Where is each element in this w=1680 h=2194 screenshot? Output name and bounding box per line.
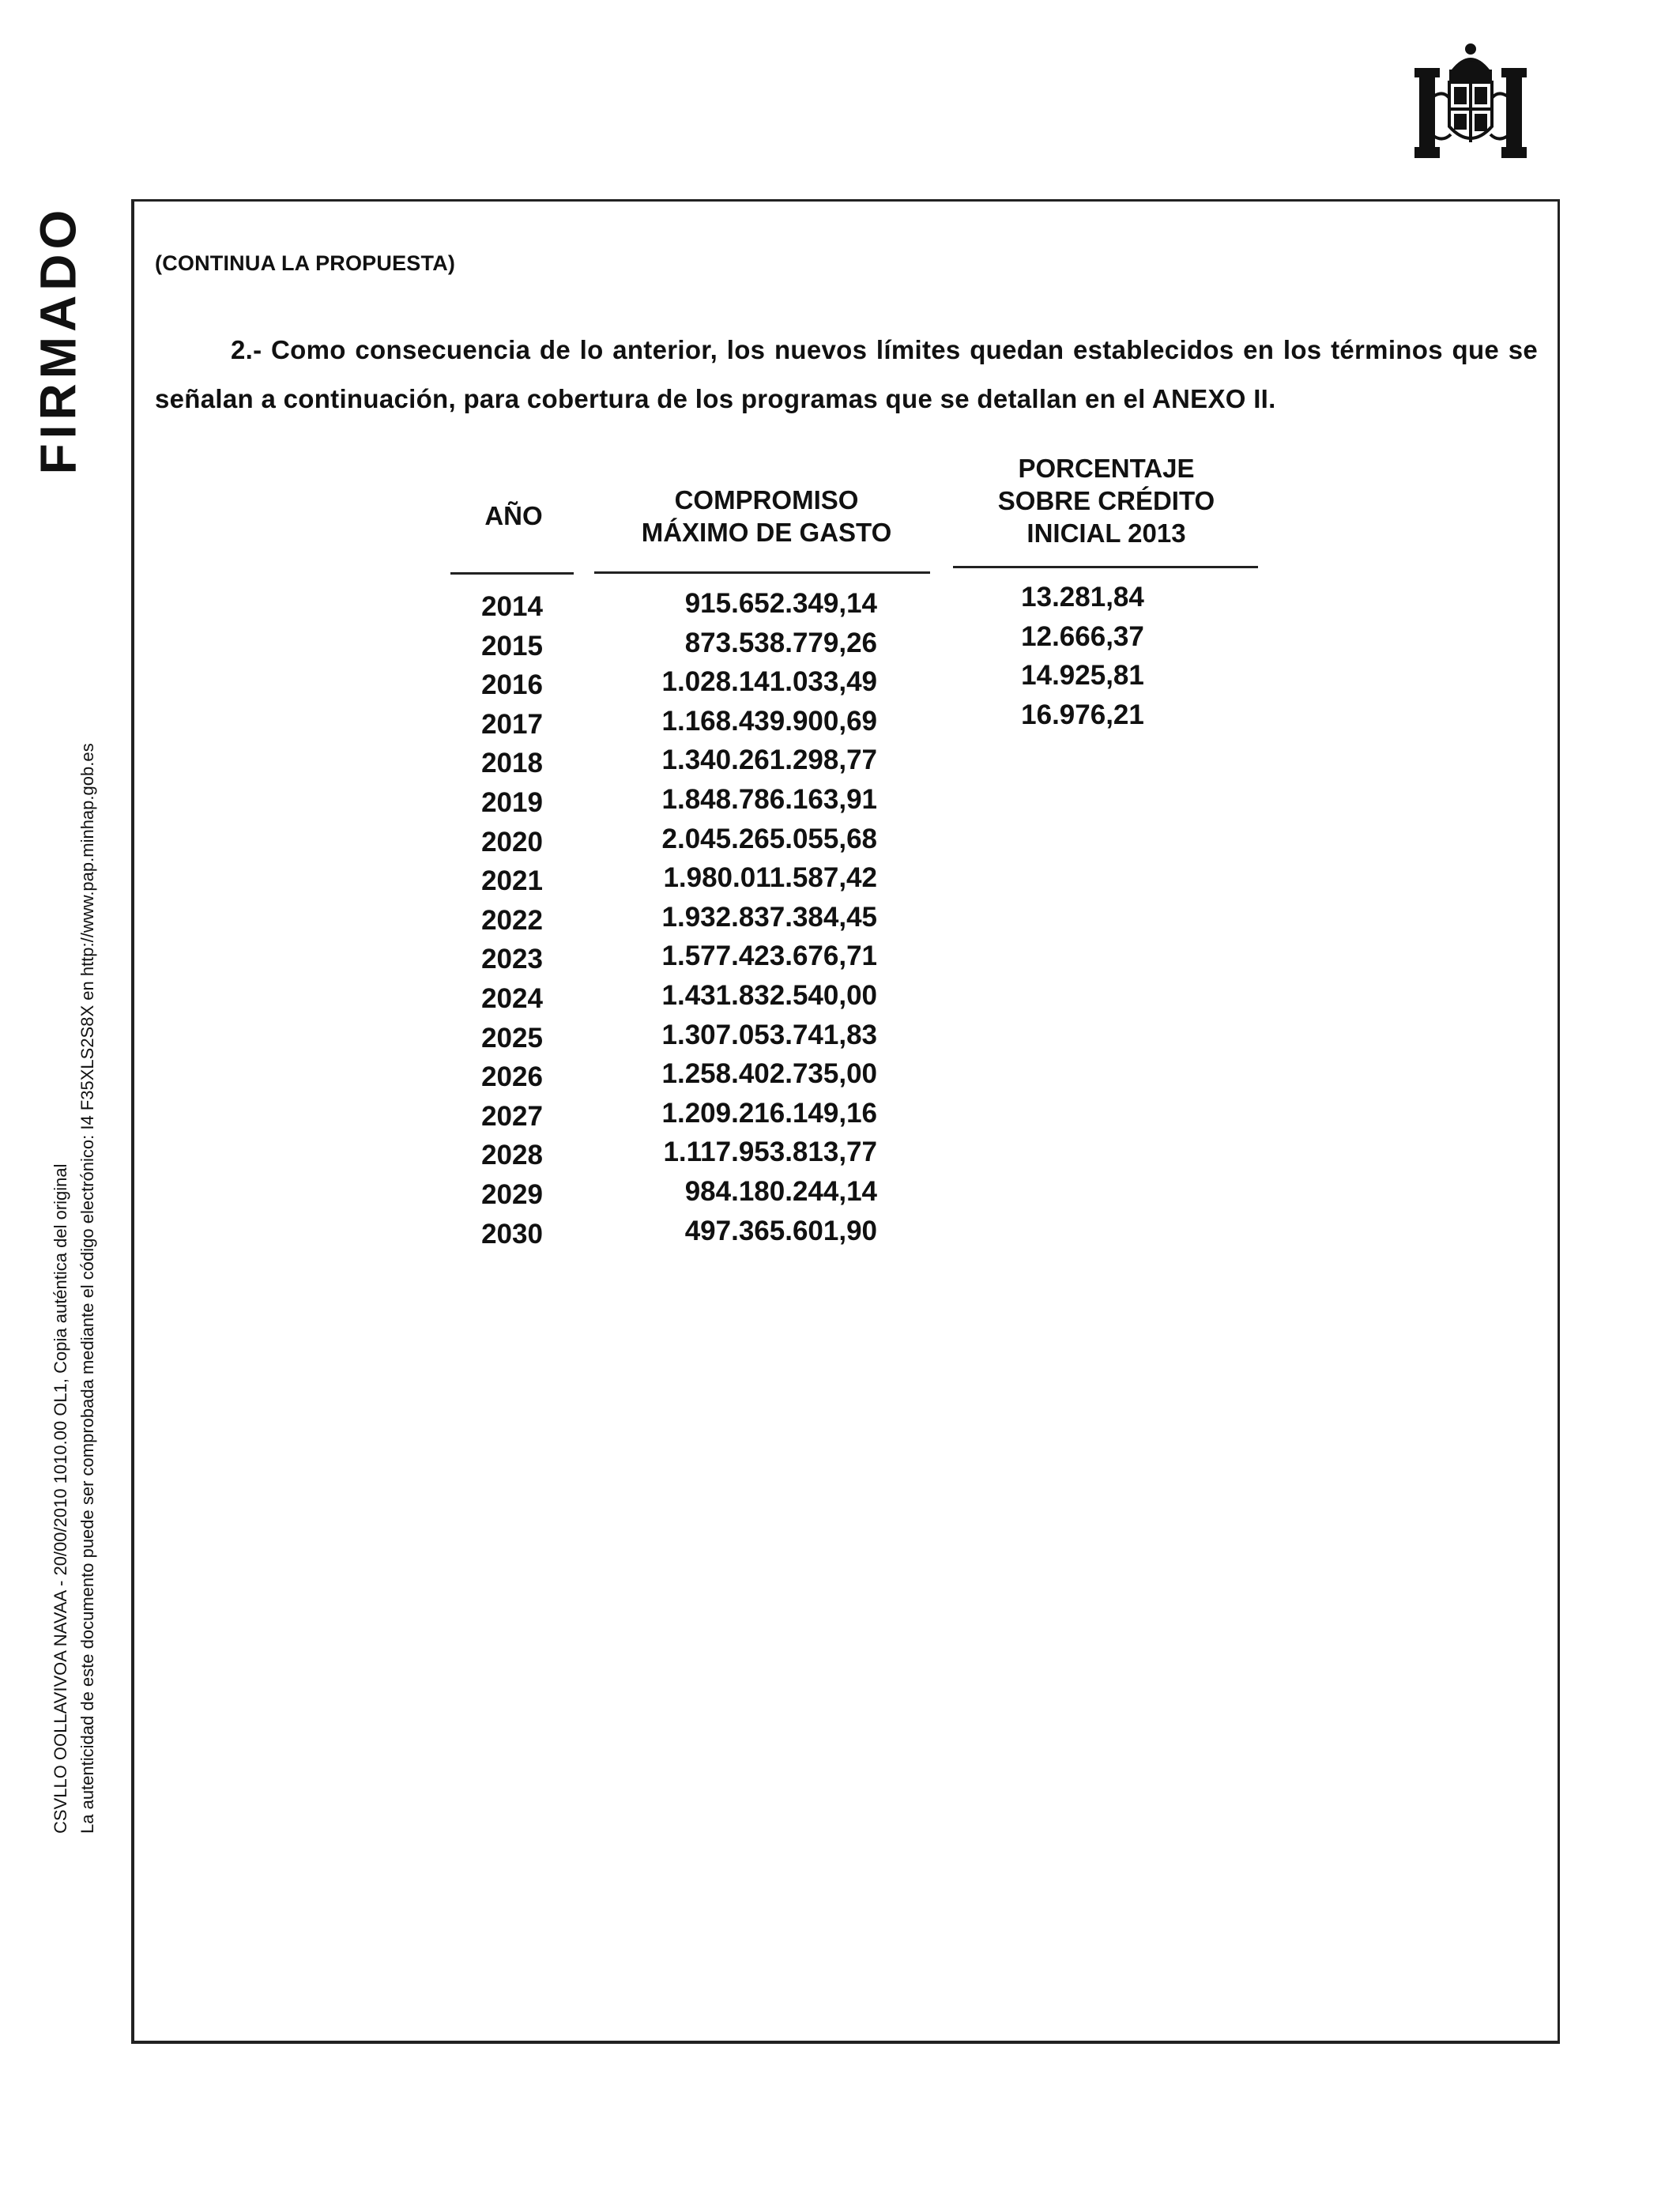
row-2016-year: 2016	[481, 669, 543, 700]
row-2028-year: 2028	[481, 1140, 543, 1171]
col-header-amount-line2: MÁXIMO DE GASTO	[641, 518, 892, 547]
row-2029-year: 2029	[481, 1179, 543, 1210]
row-2019-year: 2019	[481, 787, 543, 818]
side-legal-line-2: La autenticidad de este documento puede ser comprobada mediante el código electrónico: I4 F35XLS2S8X en http://www.pap.minhap.gob.es	[77, 743, 97, 1834]
row-2021-amount: 1.980.011.587,42	[663, 862, 877, 893]
row-2024-amount: 1.431.832.540,00	[661, 980, 877, 1011]
side-legal-line-1: CSVLLO OOLLAVIVOA NAVAA - 20/00/2010 1010.00 OL1, Copia auténtica del original	[51, 1163, 70, 1834]
row-2026-year: 2026	[481, 1061, 543, 1092]
row-2015-year: 2015	[481, 631, 543, 662]
header-rule-amount	[594, 571, 930, 574]
continua-heading: (CONTINUA LA PROPUESTA)	[155, 251, 456, 275]
row-2016-amount: 1.028.141.033,49	[661, 666, 877, 697]
row-2014-year: 2014	[481, 591, 543, 622]
row-2019-amount: 1.848.786.163,91	[661, 784, 877, 815]
row-2015-percentage: 12.666,37	[1021, 621, 1144, 652]
spain-coat-of-arms-icon	[1411, 41, 1530, 168]
row-2022-year: 2022	[481, 905, 543, 936]
row-2017-percentage: 16.976,21	[1021, 699, 1144, 730]
row-2027-amount: 1.209.216.149,16	[661, 1098, 877, 1129]
col-header-year-text: AÑO	[484, 501, 543, 530]
row-2021-year: 2021	[481, 865, 543, 896]
col-header-pct-line1: PORCENTAJE	[1018, 454, 1195, 483]
row-2028-amount: 1.117.953.813,77	[663, 1137, 877, 1167]
col-header-amount	[601, 484, 932, 548]
row-2023-year: 2023	[481, 944, 543, 974]
row-2024-year: 2024	[481, 983, 543, 1014]
header-rule-pct	[953, 566, 1258, 568]
row-2015-amount: 873.538.779,26	[684, 628, 877, 658]
row-2020-amount: 2.045.265.055,68	[661, 824, 877, 854]
row-2026-amount: 1.258.402.735,00	[661, 1058, 877, 1089]
row-2027-year: 2027	[481, 1101, 543, 1132]
row-2025-amount: 1.307.053.741,83	[661, 1020, 877, 1050]
row-2030-amount: 497.365.601,90	[684, 1216, 877, 1246]
col-header-pct	[956, 452, 1256, 549]
firmado-stamp	[29, 205, 86, 475]
row-2014-amount: 915.652.349,14	[684, 588, 877, 619]
row-2014-percentage: 13.281,84	[1021, 582, 1144, 613]
row-2018-year: 2018	[481, 748, 543, 778]
row-2029-amount: 984.180.244,14	[684, 1176, 877, 1207]
row-2030-year: 2030	[481, 1219, 543, 1250]
col-header-pct-line3: INICIAL 2013	[1026, 518, 1186, 548]
col-header-year	[458, 499, 569, 532]
header-rule-year	[450, 572, 574, 575]
body-paragraph: 2.- Como consecuencia de lo anterior, los nuevos límites quedan establecidos en los términos que se señalan a continuación, para cobertura de los programas que se detallan en el ANEXO II.	[155, 335, 1538, 413]
row-2020-year: 2020	[481, 827, 543, 858]
row-2017-year: 2017	[481, 709, 543, 740]
row-2022-amount: 1.932.837.384,45	[661, 902, 877, 933]
row-2023-amount: 1.577.423.676,71	[661, 941, 877, 971]
firmado-stamp-text: FIRMADO	[29, 205, 86, 475]
col-header-amount-line1: COMPROMISO	[674, 485, 859, 515]
row-2017-amount: 1.168.439.900,69	[661, 706, 877, 737]
row-2018-amount: 1.340.261.298,77	[661, 745, 877, 775]
row-2025-year: 2025	[481, 1023, 543, 1054]
col-header-pct-line2: SOBRE CRÉDITO	[997, 486, 1215, 515]
row-2016-percentage: 14.925,81	[1021, 660, 1144, 691]
